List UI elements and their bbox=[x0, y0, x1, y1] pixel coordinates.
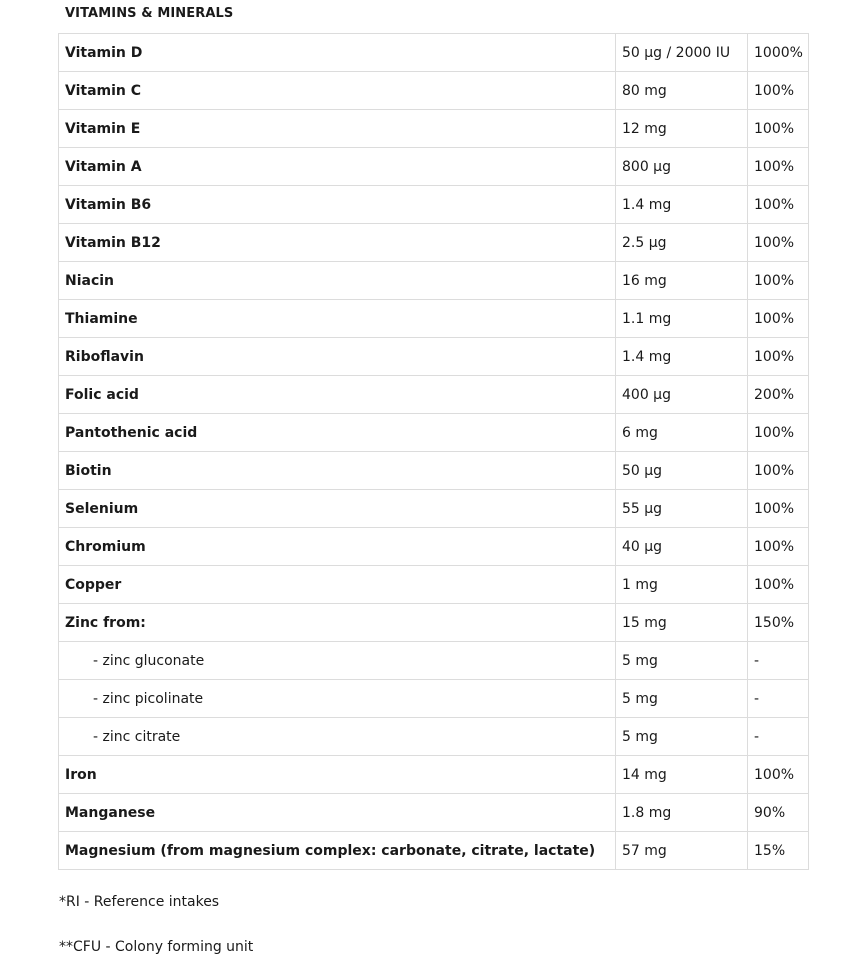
nutrient-name-text: Manganese bbox=[65, 804, 156, 821]
nutrient-name bbox=[59, 756, 616, 794]
nutrient-name bbox=[59, 832, 616, 870]
table-row bbox=[59, 718, 809, 756]
table-row bbox=[59, 528, 809, 566]
nutrient-name-text: Thiamine bbox=[65, 310, 138, 327]
nutrient-amount: 80 mg bbox=[616, 72, 748, 110]
table-row bbox=[59, 794, 809, 832]
nutrient-ri: - bbox=[748, 718, 809, 756]
nutrient-amount: 800 µg bbox=[616, 148, 748, 186]
nutrient-name-text: Iron bbox=[65, 766, 97, 783]
table-row bbox=[59, 300, 809, 338]
nutrient-name bbox=[59, 452, 616, 490]
table-row bbox=[59, 642, 809, 680]
nutrient-name bbox=[59, 148, 616, 186]
nutrient-name bbox=[59, 186, 616, 224]
nutrient-ri: 100% bbox=[748, 262, 809, 300]
footnote-ri: *RI - Reference intakes bbox=[59, 894, 220, 910]
table-row bbox=[59, 148, 809, 186]
nutrient-ri: 1000% bbox=[748, 34, 809, 72]
table-row bbox=[59, 338, 809, 376]
nutrient-amount: 14 mg bbox=[616, 756, 748, 794]
nutrient-ri: 90% bbox=[748, 794, 809, 832]
nutrient-name bbox=[59, 72, 616, 110]
nutrient-name bbox=[59, 490, 616, 528]
nutrient-amount: 55 µg bbox=[616, 490, 748, 528]
nutrient-name-text: Vitamin B6 bbox=[65, 196, 152, 213]
nutrient-name bbox=[59, 338, 616, 376]
nutrient-ri: 100% bbox=[748, 566, 809, 604]
nutrient-amount: 40 µg bbox=[616, 528, 748, 566]
nutrient-name-text: Chromium bbox=[65, 538, 146, 555]
nutrient-name-text: Folic acid bbox=[65, 386, 139, 403]
footnote-cfu: **CFU - Colony forming unit bbox=[59, 939, 254, 955]
nutrient-name-text: Zinc from: bbox=[65, 614, 146, 631]
nutrient-ri: 100% bbox=[748, 452, 809, 490]
nutrient-name bbox=[59, 718, 616, 756]
section-heading: VITAMINS & MINERALS bbox=[65, 6, 234, 21]
nutrient-ri: 100% bbox=[748, 300, 809, 338]
nutrient-amount: 1.8 mg bbox=[616, 794, 748, 832]
nutrient-name bbox=[59, 794, 616, 832]
nutrient-ri: 100% bbox=[748, 756, 809, 794]
table-row bbox=[59, 110, 809, 148]
nutrient-name bbox=[59, 680, 616, 718]
nutrient-name-text: - zinc gluconate bbox=[93, 652, 205, 669]
nutrient-ri: 200% bbox=[748, 376, 809, 414]
table-row bbox=[59, 756, 809, 794]
nutrient-name-text: Selenium bbox=[65, 500, 139, 517]
nutrient-name-text: Magnesium (from magnesium complex: carbonate, citrate, lactate) bbox=[65, 842, 596, 859]
nutrient-name bbox=[59, 414, 616, 452]
table-row bbox=[59, 414, 809, 452]
nutrient-amount: 5 mg bbox=[616, 642, 748, 680]
nutrient-ri: 100% bbox=[748, 186, 809, 224]
nutrient-name bbox=[59, 566, 616, 604]
nutrient-amount: 50 µg bbox=[616, 452, 748, 490]
nutrient-amount: 1.4 mg bbox=[616, 186, 748, 224]
nutrient-name-text: - zinc picolinate bbox=[93, 690, 204, 707]
nutrient-ri: 100% bbox=[748, 490, 809, 528]
nutrient-amount: 12 mg bbox=[616, 110, 748, 148]
nutrient-name-text: Vitamin D bbox=[65, 44, 143, 61]
table-row bbox=[59, 376, 809, 414]
nutrient-amount: 15 mg bbox=[616, 604, 748, 642]
nutrient-amount: 2.5 µg bbox=[616, 224, 748, 262]
nutrient-ri: 100% bbox=[748, 72, 809, 110]
table-row bbox=[59, 680, 809, 718]
table-row bbox=[59, 490, 809, 528]
nutrient-ri: - bbox=[748, 680, 809, 718]
nutrient-ri: 100% bbox=[748, 338, 809, 376]
nutrient-amount: 50 µg / 2000 IU bbox=[616, 34, 748, 72]
table-row bbox=[59, 34, 809, 72]
nutrient-name-text: Vitamin A bbox=[65, 158, 142, 175]
table-row bbox=[59, 186, 809, 224]
nutrient-ri: 150% bbox=[748, 604, 809, 642]
nutrient-ri: 100% bbox=[748, 528, 809, 566]
nutrient-name bbox=[59, 528, 616, 566]
nutrient-amount: 400 µg bbox=[616, 376, 748, 414]
nutrient-name-text: Pantothenic acid bbox=[65, 424, 198, 441]
table-row bbox=[59, 262, 809, 300]
nutrient-ri: 100% bbox=[748, 110, 809, 148]
nutrient-amount: 5 mg bbox=[616, 718, 748, 756]
table-row bbox=[59, 224, 809, 262]
table-row bbox=[59, 832, 809, 870]
nutrient-amount: 16 mg bbox=[616, 262, 748, 300]
nutrient-name-text: Vitamin B12 bbox=[65, 234, 161, 251]
nutrient-name bbox=[59, 604, 616, 642]
nutrient-amount: 1.4 mg bbox=[616, 338, 748, 376]
table-row bbox=[59, 72, 809, 110]
nutrient-name bbox=[59, 110, 616, 148]
nutrient-ri: 100% bbox=[748, 224, 809, 262]
nutrient-ri: 100% bbox=[748, 148, 809, 186]
nutrient-name bbox=[59, 376, 616, 414]
nutrient-ri: - bbox=[748, 642, 809, 680]
table-row bbox=[59, 566, 809, 604]
nutrient-amount: 5 mg bbox=[616, 680, 748, 718]
nutrient-name-text: Copper bbox=[65, 576, 122, 593]
nutrient-name-text: Biotin bbox=[65, 462, 112, 479]
nutrient-ri: 100% bbox=[748, 414, 809, 452]
nutrient-ri: 15% bbox=[748, 832, 809, 870]
nutrient-table bbox=[58, 33, 809, 870]
nutrient-amount: 1 mg bbox=[616, 566, 748, 604]
nutrient-name-text: - zinc citrate bbox=[93, 728, 181, 745]
table-row bbox=[59, 452, 809, 490]
nutrient-name bbox=[59, 34, 616, 72]
nutrient-name bbox=[59, 262, 616, 300]
nutrient-name-text: Riboflavin bbox=[65, 348, 144, 365]
nutrient-name bbox=[59, 300, 616, 338]
nutrient-name-text: Vitamin C bbox=[65, 82, 142, 99]
table-row bbox=[59, 604, 809, 642]
nutrient-amount: 6 mg bbox=[616, 414, 748, 452]
nutrient-name bbox=[59, 224, 616, 262]
nutrient-amount: 1.1 mg bbox=[616, 300, 748, 338]
nutrient-name-text: Vitamin E bbox=[65, 120, 141, 137]
nutrient-name-text: Niacin bbox=[65, 272, 115, 289]
nutrient-name bbox=[59, 642, 616, 680]
nutrient-amount: 57 mg bbox=[616, 832, 748, 870]
nutrient-table-body bbox=[59, 34, 809, 870]
